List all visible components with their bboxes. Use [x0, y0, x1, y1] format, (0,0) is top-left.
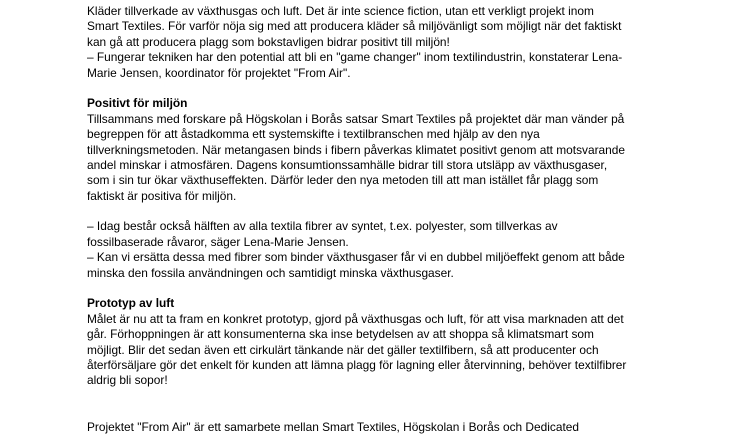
- section-positive: [87, 96, 667, 281]
- section-prototype-heading: Prototyp av luft: [87, 296, 175, 311]
- positive-quote-line-4: minska den fossila användningen och samtidigt minska växthusgaser.: [87, 265, 454, 280]
- positive-quote-line-1: – Idag består också hälften av alla textila fibrer av syntet, t.ex. polyester, som tillverkas av: [87, 219, 558, 234]
- positive-line-2: begreppen för att åstadkomma ett systemskifte i textilbranschen med hjälp av den nya: [87, 127, 540, 142]
- prototype-line-3: möjligt. Blir det sedan även ett cirkulärt tänkande när det gäller textilfibern, så att producenter och: [87, 342, 599, 357]
- positive-quote-line-2: fossilbaserade råvaror, säger Lena-Marie Jensen.: [87, 234, 349, 249]
- intro-line-3: kan gå att producera plagg som bokstavligen bidrar positivt till miljön!: [87, 34, 450, 49]
- intro-line-2: Smart Textiles. För varför nöja sig med att producera kläder så miljövänligt som möjligt när det faktiskt: [87, 19, 622, 34]
- prototype-line-4: återförsäljare gör det enkelt för kunden att lämna plagg för lagning eller återvinning, behöver textilfibrer: [87, 357, 627, 372]
- intro-line-1: Kläder tillverkade av växthusgas och luft. Det är inte science fiction, utan ett verkligt projekt inom: [87, 4, 594, 18]
- intro-paragraph: [87, 4, 667, 81]
- positive-line-3: tillverkningsmetoden. När metangasen binds i fibern påverkas klimatet positivt genom att motsvarande: [87, 142, 625, 157]
- positive-line-1: Tillsammans med forskare på Högskolan i Borås satsar Smart Textiles på projektet där man vänder på: [87, 111, 625, 126]
- prototype-line-5: aldrig bli sopor!: [87, 373, 168, 388]
- prototype-line-2: går. Förhoppningen är att konsumenterna ska inse betydelsen av att shoppa så klimatsmart som: [87, 327, 594, 342]
- intro-quote-line-2: Marie Jensen, koordinator för projektet "From Air".: [87, 65, 351, 80]
- footer-paragraph: [87, 420, 667, 435]
- document-page: [87, 4, 667, 435]
- section-prototype: [87, 296, 667, 388]
- positive-line-6: faktiskt är positiva för miljön.: [87, 188, 237, 203]
- positive-line-4: andel minskar i atmosfären. Dagens konsumtionssamhälle bidrar till stora utsläpp av växthusgaser,: [87, 157, 608, 172]
- positive-line-5: som i sin tur ökar växthuseffekten. Därför leder den nya metoden till att man istället får plagg som: [87, 173, 599, 188]
- spacer: [87, 281, 667, 296]
- spacer: [87, 389, 667, 404]
- prototype-line-1: Målet är nu att ta fram en konkret prototyp, gjord på växthusgas och luft, för att visa marknaden att det: [87, 311, 624, 326]
- section-positive-heading: Positivt för miljön: [87, 96, 188, 111]
- positive-quote-line-3: – Kan vi ersätta dessa med fibrer som binder växthusgaser får vi en dubbel miljöeffekt genom att både: [87, 250, 625, 265]
- footer-line-1: Projektet "From Air" är ett samarbete mellan Smart Textiles, Högskolan i Borås och Dedicated: [87, 419, 579, 434]
- spacer: [87, 81, 667, 96]
- spacer: [87, 204, 667, 219]
- intro-quote-line-1: – Fungerar tekniken har den potential att bli en "game changer" inom textilindustrin, konstaterar Lena-: [87, 50, 623, 65]
- spacer: [87, 404, 667, 419]
